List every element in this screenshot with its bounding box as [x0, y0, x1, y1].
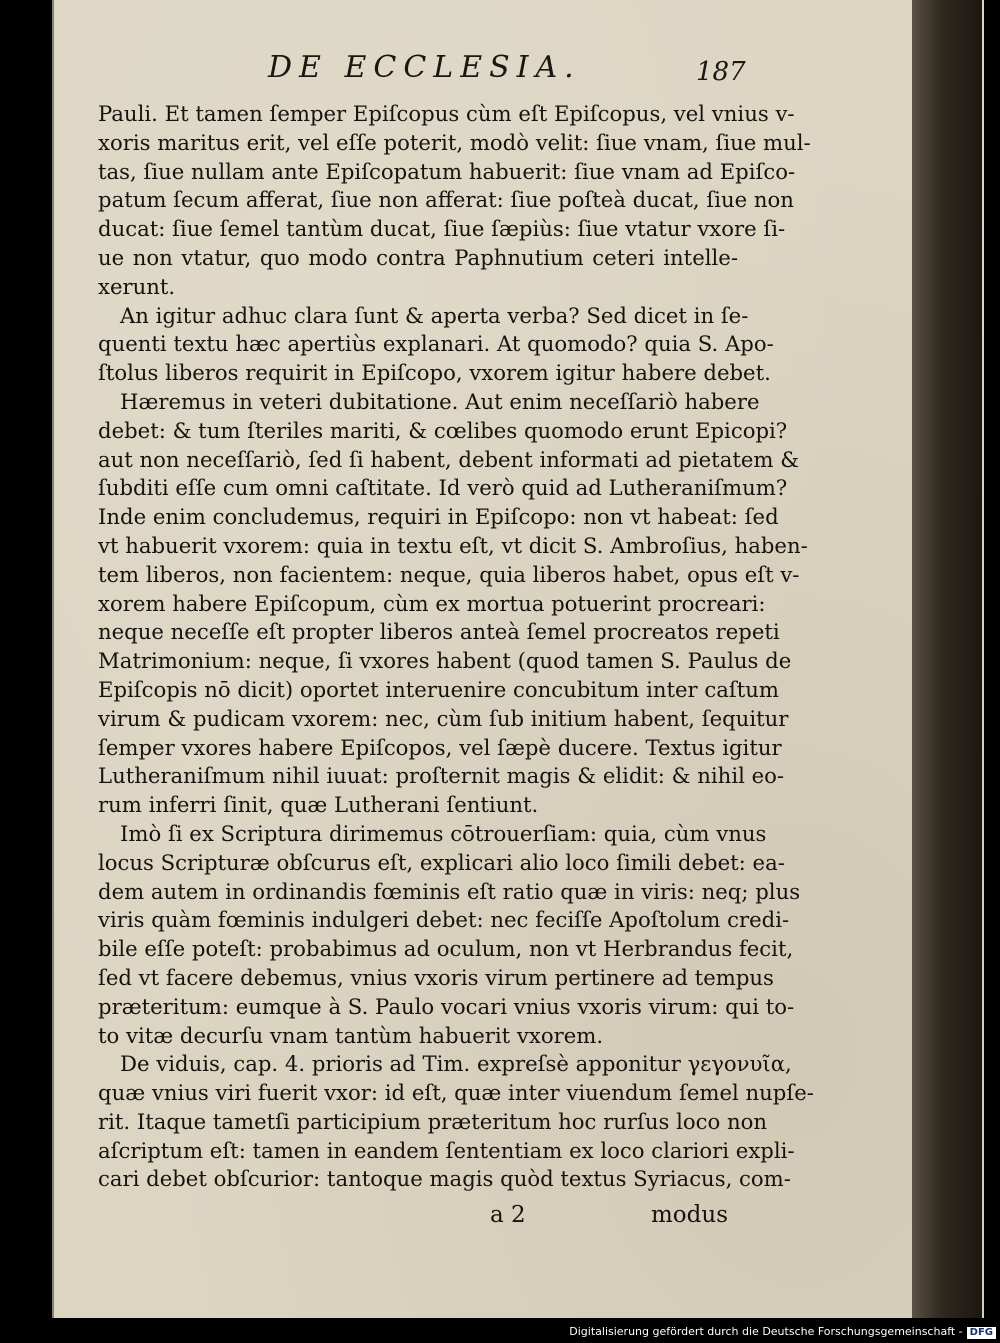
text-line: virum & pudicam vxorem: nec, cùm ſub initium habent, ſequitur [98, 705, 789, 731]
page-number: 187 [696, 57, 746, 87]
text-line: An igitur adhuc clara ſunt & aperta verba? Sed dicet in ſe- [120, 302, 749, 328]
text-line: cari debet obſcurior: tantoque magis quòd textus Syriacus, com- [98, 1166, 791, 1192]
body-text [98, 100, 814, 1194]
text-line: rit. Itaque tametſi participium præteritum hoc rurſus loco non [98, 1108, 768, 1134]
paragraph [98, 388, 808, 820]
text-line: Imò ſi ex Scriptura dirimemus cōtrouerſiam: quia, cùm vnus [120, 820, 767, 846]
text-line: tas, ſiue nullam ante Epiſcopatum habuerit: ſiue vnam ad Epiſco- [98, 158, 796, 184]
running-head: DE ECCLESIA. [268, 50, 581, 85]
text-line: Epiſcopis nō dicit) oportet interuenire concubitum inter caſtum [98, 676, 780, 702]
text-line: Pauli. Et tamen ſemper Epiſcopus cùm eſt Epiſcopus, vel vnius v- [98, 101, 795, 126]
text-line: viris quàm fœminis indulgeri debet: nec feciſſe Apoſtolum credi- [98, 907, 790, 933]
text-line: dem autem in ordinandis fœminis eſt ratio quæ in viris: neq; plus [98, 878, 801, 904]
paragraph [98, 820, 801, 1050]
text-line: debet: & tum ſteriles mariti, & cœlibes quomodo erunt Epicopi? [98, 417, 788, 443]
text-line: locus Scripturæ obſcurus eſt, explicari alio loco ſimili debet: ea- [98, 849, 785, 875]
text-line: ſtolus liberos requirit in Epiſcopo, vxorem igitur habere debet. [98, 360, 771, 386]
credit-text: Digitalisierung gefördert durch die Deutsche Forschungsgemeinschaft - [569, 1325, 963, 1338]
text-line: rum inferri ſinit, quæ Lutherani ſentiunt. [98, 792, 539, 818]
paragraph [98, 100, 811, 302]
text-line: præteritum: eumque à S. Paulo vocari vnius vxoris virum: qui to- [98, 993, 795, 1019]
text-line: ue non vtatur, quo modo contra Paphnutium ceteri intelle- [98, 244, 738, 270]
text-line: patum ſecum afferat, ſiue non afferat: ſiue poſteà ducat, ſiue non [98, 187, 794, 213]
text-line: Hæremus in veteri dubitatione. Aut enim neceſſariò habere [120, 388, 760, 414]
text-line: xerunt. [98, 273, 176, 299]
text-line: ſubditi eſſe cum omni caſtitate. Id verò quid ad Lutheraniſmum? [98, 475, 788, 501]
text-line: Matrimonium: neque, ſi vxores habent (quod tamen S. Paulus de [98, 648, 792, 674]
text-line: to vitæ decurſu vnam tantùm habuerit vxorem. [98, 1022, 604, 1048]
page-edge [912, 0, 982, 1318]
digitization-credit [569, 1325, 996, 1339]
text-line: tem liberos, non facientem: neque, quia liberos habet, opus eſt v- [98, 561, 800, 587]
text-line: De viduis, cap. 4. prioris ad Tim. expreſsè apponitur γεγονυῖα, [120, 1051, 792, 1077]
paragraph [98, 1050, 814, 1194]
text-line: vt habuerit vxorem: quia in textu eſt, vt dicit S. Ambroſius, haben- [98, 532, 808, 558]
text-line: Inde enim concludemus, requiri in Epiſcopo: non vt habeat: ſed [98, 504, 779, 530]
paragraph [98, 302, 774, 388]
text-line: aſcriptum eſt: tamen in eandem ſententiam ex loco clariori expli- [98, 1137, 795, 1163]
text-line: bile eſſe poteſt: probabimus ad oculum, non vt Herbrandus fecit, [98, 936, 794, 962]
text-line: quenti textu hæc apertiùs explanari. At quomodo? quia S. Apo- [98, 331, 774, 357]
signature-mark: a 2 [490, 1202, 526, 1228]
text-line: xorem habere Epiſcopum, cùm ex mortua potuerint procreari: [98, 590, 766, 616]
text-line: ſed vt facere debemus, vnius vxoris virum pertinere ad tempus [98, 964, 774, 990]
catchword: modus [651, 1202, 728, 1228]
dfg-logo: DFG [967, 1327, 996, 1339]
text-line: quæ vnius viri fuerit vxor: id eſt, quæ inter viuendum ſemel nupſe- [98, 1080, 814, 1106]
text-line: ducat: ſiue ſemel tantùm ducat, ſiue ſæpiùs: ſiue vtatur vxore ſi- [98, 216, 786, 242]
text-line: aut non neceſſariò, ſed ſi habent, debent informati ad pietatem & [98, 446, 800, 472]
text-line: neque neceſſe eſt propter liberos anteà ſemel procreatos repeti [98, 619, 780, 645]
text-line: Lutheraniſmum nihil iuuat: proſternit magis & elidit: & nihil eo- [98, 763, 785, 789]
text-line: ſemper vxores habere Epiſcopos, vel ſæpè ducere. Textus igitur [98, 734, 782, 760]
text-line: xoris maritus erit, vel eſſe poterit, modò velit: ſiue vnam, ſiue mul- [98, 129, 811, 155]
